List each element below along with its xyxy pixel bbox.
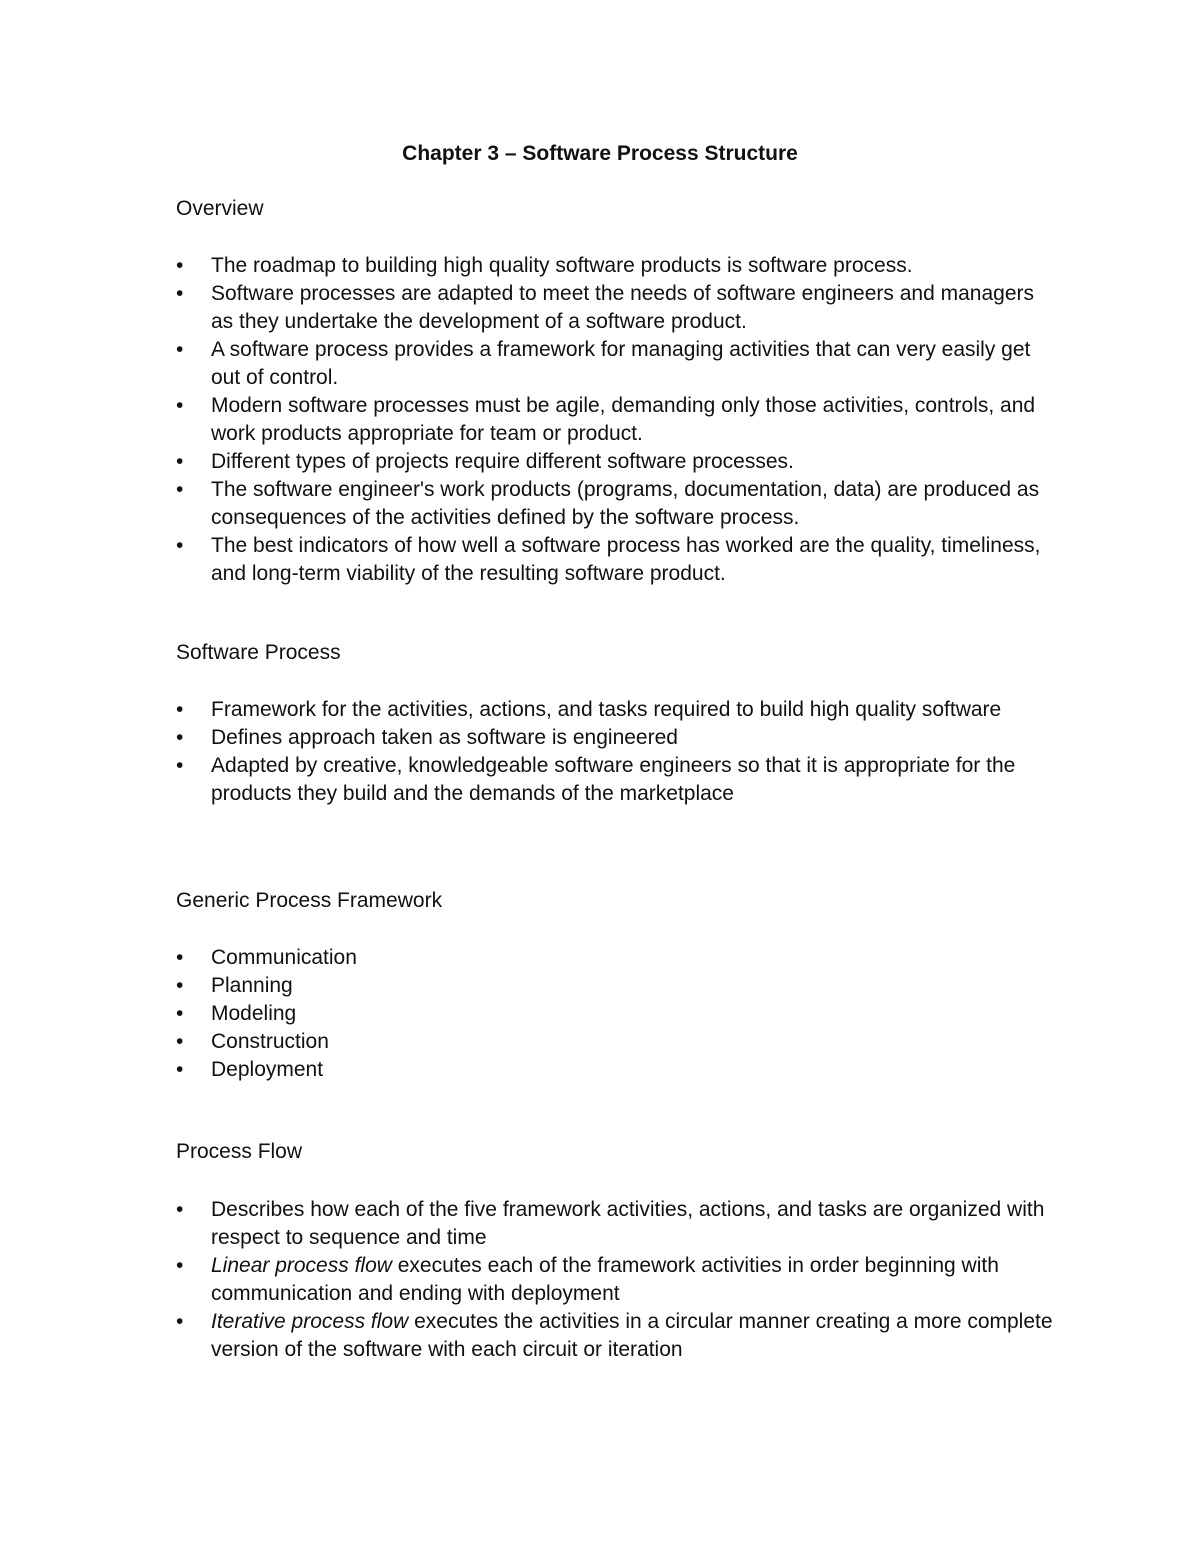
bullet-icon: •	[176, 1310, 184, 1333]
section-heading-overview: Overview	[176, 197, 264, 220]
list-item-text: Different types of projects require different software processes.	[211, 450, 794, 473]
list-item	[176, 752, 1056, 808]
list-item	[176, 532, 1056, 588]
bullet-icon: •	[176, 754, 184, 777]
list-item-emphasis: Iterative process flow	[211, 1310, 409, 1333]
list-item-text: executes the activities in a circular manner creating a more complete version of the software with each circuit or iteration	[211, 1310, 1053, 1361]
list-item	[176, 972, 1056, 1000]
list-item-text: Adapted by creative, knowledgeable software engineers so that it is appropriate for the products they build and the demands of the marketplace	[211, 754, 1016, 805]
list-item	[176, 252, 1056, 280]
list-item-text: The best indicators of how well a software process has worked are the quality, timeliness, and long-term viability of the resulting software product.	[211, 534, 1041, 585]
list-item	[176, 1196, 1056, 1252]
list-item	[176, 476, 1056, 532]
list-item-text: Modeling	[211, 1002, 297, 1025]
bullet-icon: •	[176, 698, 184, 721]
list-item	[176, 944, 1056, 972]
list-item	[176, 448, 1056, 476]
list-item	[176, 696, 1056, 724]
list-item-text: Construction	[211, 1030, 329, 1053]
bullet-icon: •	[176, 394, 184, 417]
list-item-text: The roadmap to building high quality software products is software process.	[211, 254, 913, 277]
list-item-text: executes each of the framework activities in order beginning with communication and ending with deployment	[211, 1254, 999, 1305]
bullet-icon: •	[176, 1030, 184, 1053]
bullet-icon: •	[176, 1002, 184, 1025]
process-flow-list	[176, 1196, 1056, 1364]
list-item	[176, 1056, 1056, 1084]
list-item	[176, 392, 1056, 448]
bullet-icon: •	[176, 974, 184, 997]
bullet-icon: •	[176, 726, 184, 749]
section-heading-software-process: Software Process	[176, 641, 341, 664]
software-process-list	[176, 696, 1056, 808]
section-heading-process-flow: Process Flow	[176, 1140, 303, 1163]
list-item	[176, 724, 1056, 752]
list-item-text: Modern software processes must be agile, demanding only those activities, controls, and work products appropriate for team or product.	[211, 394, 1036, 445]
list-item	[176, 336, 1056, 392]
bullet-icon: •	[176, 450, 184, 473]
bullet-icon: •	[176, 534, 184, 557]
section-heading-generic-process-framework: Generic Process Framework	[176, 889, 443, 912]
generic-process-framework-list	[176, 944, 1056, 1084]
bullet-icon: •	[176, 282, 184, 305]
list-item-text: Defines approach taken as software is engineered	[211, 726, 678, 749]
bullet-icon: •	[176, 478, 184, 501]
list-item-text: Framework for the activities, actions, and tasks required to build high quality software	[211, 698, 1002, 721]
bullet-icon: •	[176, 254, 184, 277]
list-item	[176, 1252, 1056, 1308]
list-item-text: Describes how each of the five framework activities, actions, and tasks are organized with respect to sequence and time	[211, 1198, 1045, 1249]
bullet-icon: •	[176, 1058, 184, 1081]
list-item	[176, 1000, 1056, 1028]
document-title: Chapter 3 – Software Process Structure	[402, 142, 798, 165]
list-item-text: Communication	[211, 946, 357, 969]
list-item-text: The software engineer's work products (programs, documentation, data) are produced as consequences of the activities defined by the software process.	[211, 478, 1040, 529]
bullet-icon: •	[176, 1254, 184, 1277]
bullet-icon: •	[176, 1198, 184, 1221]
list-item-text: Planning	[211, 974, 293, 997]
list-item-text: Deployment	[211, 1058, 324, 1081]
list-item-text: Software processes are adapted to meet the needs of software engineers and managers as they undertake the development of a software product.	[211, 282, 1034, 333]
list-item	[176, 1028, 1056, 1056]
bullet-icon: •	[176, 338, 184, 361]
list-item-text: A software process provides a framework for managing activities that can very easily get out of control.	[211, 338, 1031, 389]
overview-list	[176, 252, 1056, 588]
list-item-emphasis: Linear process flow	[211, 1254, 392, 1277]
list-item	[176, 280, 1056, 336]
list-item	[176, 1308, 1056, 1364]
bullet-icon: •	[176, 946, 184, 969]
